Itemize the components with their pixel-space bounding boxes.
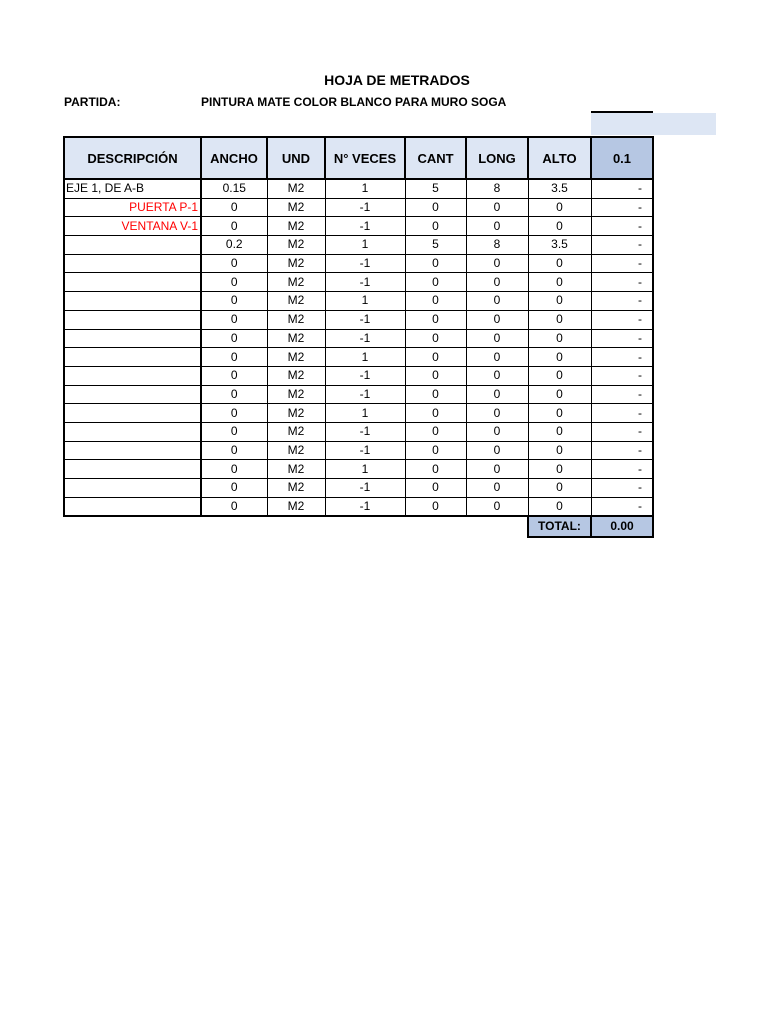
cell-result[interactable]: - — [591, 217, 653, 236]
cell-cant[interactable]: 0 — [405, 366, 466, 385]
factor-cell-border-gap — [653, 111, 716, 113]
cell-veces[interactable]: 1 — [325, 236, 405, 255]
cell-result[interactable]: - — [591, 348, 653, 367]
cell-descripcion[interactable] — [64, 236, 201, 255]
total-label[interactable]: TOTAL: — [528, 516, 591, 537]
cell-und[interactable]: M2 — [267, 254, 325, 273]
cell-long[interactable]: 0 — [466, 385, 528, 404]
table-row — [64, 348, 653, 367]
cell-long[interactable]: 0 — [466, 273, 528, 292]
cell-und[interactable]: M2 — [267, 198, 325, 217]
table-row — [64, 404, 653, 423]
cell-descripcion[interactable] — [64, 404, 201, 423]
cell-und[interactable]: M2 — [267, 310, 325, 329]
metrados-table — [63, 136, 654, 538]
cell-ancho[interactable]: 0 — [201, 198, 267, 217]
cell-und[interactable]: M2 — [267, 273, 325, 292]
cell-result[interactable]: - — [591, 404, 653, 423]
table-row — [64, 217, 653, 236]
cell-und[interactable]: M2 — [267, 217, 325, 236]
cell-veces[interactable]: 1 — [325, 460, 405, 479]
total-spacer — [64, 516, 528, 537]
table-row — [64, 460, 653, 479]
cell-long[interactable]: 0 — [466, 329, 528, 348]
cell-long[interactable]: 0 — [466, 254, 528, 273]
cell-alto[interactable]: 0 — [528, 273, 591, 292]
cell-ancho[interactable]: 0 — [201, 273, 267, 292]
cell-alto[interactable]: 0 — [528, 348, 591, 367]
cell-veces[interactable]: -1 — [325, 329, 405, 348]
cell-ancho[interactable]: 0 — [201, 404, 267, 423]
cell-result[interactable]: - — [591, 179, 653, 198]
table-row — [64, 479, 653, 498]
cell-cant[interactable]: 0 — [405, 254, 466, 273]
cell-ancho[interactable]: 0 — [201, 385, 267, 404]
cell-cant[interactable]: 0 — [405, 310, 466, 329]
cell-long[interactable]: 0 — [466, 460, 528, 479]
cell-long[interactable]: 0 — [466, 217, 528, 236]
cell-und[interactable]: M2 — [267, 366, 325, 385]
partida-value: PINTURA MATE COLOR BLANCO PARA MURO SOGA — [201, 95, 507, 109]
cell-long[interactable]: 0 — [466, 292, 528, 311]
header-factor[interactable]: 0.1 — [591, 137, 653, 179]
cell-descripcion[interactable] — [64, 254, 201, 273]
table-row — [64, 422, 653, 441]
cell-und[interactable]: M2 — [267, 179, 325, 198]
cell-veces[interactable]: 1 — [325, 292, 405, 311]
cell-alto[interactable]: 3.5 — [528, 179, 591, 198]
cell-descripcion[interactable]: VENTANA V-1 — [64, 217, 201, 236]
cell-alto[interactable]: 0 — [528, 292, 591, 311]
cell-descripcion[interactable] — [64, 348, 201, 367]
cell-long[interactable]: 0 — [466, 422, 528, 441]
cell-result[interactable]: - — [591, 422, 653, 441]
cell-und[interactable]: M2 — [267, 497, 325, 516]
cell-result[interactable]: - — [591, 292, 653, 311]
cell-veces[interactable]: -1 — [325, 217, 405, 236]
header-row — [64, 137, 653, 179]
cell-descripcion[interactable]: PUERTA P-1 — [64, 198, 201, 217]
cell-long[interactable]: 0 — [466, 366, 528, 385]
table-row — [64, 366, 653, 385]
table-row — [64, 273, 653, 292]
cell-veces[interactable]: -1 — [325, 273, 405, 292]
cell-ancho[interactable]: 0 — [201, 366, 267, 385]
total-value[interactable]: 0.00 — [591, 516, 653, 537]
sheet-title: HOJA DE METRADOS — [324, 72, 470, 88]
cell-result[interactable]: - — [591, 254, 653, 273]
cell-und[interactable]: M2 — [267, 404, 325, 423]
header-veces[interactable]: N° VECES — [325, 137, 405, 179]
cell-cant[interactable]: 0 — [405, 217, 466, 236]
factor-input-cell[interactable] — [591, 111, 716, 135]
table-row — [64, 292, 653, 311]
cell-alto[interactable]: 0 — [528, 217, 591, 236]
header-ancho[interactable]: ANCHO — [201, 137, 267, 179]
cell-long[interactable]: 0 — [466, 310, 528, 329]
cell-ancho[interactable]: 0 — [201, 441, 267, 460]
cell-veces[interactable]: -1 — [325, 198, 405, 217]
cell-ancho[interactable]: 0.2 — [201, 236, 267, 255]
cell-cant[interactable]: 0 — [405, 273, 466, 292]
cell-ancho[interactable]: 0.15 — [201, 179, 267, 198]
cell-cant[interactable]: 5 — [405, 179, 466, 198]
cell-descripcion[interactable] — [64, 422, 201, 441]
cell-veces[interactable]: -1 — [325, 422, 405, 441]
table-row — [64, 441, 653, 460]
cell-ancho[interactable]: 0 — [201, 497, 267, 516]
cell-ancho[interactable]: 0 — [201, 329, 267, 348]
cell-cant[interactable]: 0 — [405, 348, 466, 367]
cell-result[interactable]: - — [591, 366, 653, 385]
cell-alto[interactable]: 0 — [528, 441, 591, 460]
cell-und[interactable]: M2 — [267, 422, 325, 441]
cell-descripcion[interactable]: EJE 1, DE A-B — [64, 179, 201, 198]
cell-veces[interactable]: -1 — [325, 385, 405, 404]
cell-veces[interactable]: 1 — [325, 404, 405, 423]
table-row — [64, 254, 653, 273]
cell-ancho[interactable]: 0 — [201, 292, 267, 311]
cell-cant[interactable]: 0 — [405, 385, 466, 404]
cell-result[interactable]: - — [591, 497, 653, 516]
cell-ancho[interactable]: 0 — [201, 479, 267, 498]
cell-long[interactable]: 0 — [466, 348, 528, 367]
table-body — [64, 179, 653, 516]
cell-descripcion[interactable] — [64, 310, 201, 329]
cell-result[interactable]: - — [591, 236, 653, 255]
cell-long[interactable]: 0 — [466, 441, 528, 460]
cell-cant[interactable]: 0 — [405, 198, 466, 217]
cell-descripcion[interactable] — [64, 497, 201, 516]
header-und[interactable]: UND — [267, 137, 325, 179]
cell-cant[interactable]: 0 — [405, 441, 466, 460]
cell-cant[interactable]: 0 — [405, 497, 466, 516]
table-row — [64, 497, 653, 516]
cell-veces[interactable]: -1 — [325, 497, 405, 516]
cell-cant[interactable]: 0 — [405, 329, 466, 348]
header-long[interactable]: LONG — [466, 137, 528, 179]
cell-und[interactable]: M2 — [267, 292, 325, 311]
cell-ancho[interactable]: 0 — [201, 348, 267, 367]
cell-descripcion[interactable] — [64, 441, 201, 460]
cell-und[interactable]: M2 — [267, 460, 325, 479]
table-row — [64, 329, 653, 348]
partida-label: PARTIDA: — [64, 95, 121, 109]
cell-descripcion[interactable] — [64, 292, 201, 311]
cell-result[interactable]: - — [591, 385, 653, 404]
cell-descripcion[interactable] — [64, 329, 201, 348]
table-row — [64, 310, 653, 329]
total-row — [64, 516, 653, 537]
cell-result[interactable]: - — [591, 441, 653, 460]
cell-veces[interactable]: -1 — [325, 310, 405, 329]
cell-cant[interactable]: 0 — [405, 404, 466, 423]
cell-alto[interactable]: 0 — [528, 385, 591, 404]
cell-descripcion[interactable] — [64, 385, 201, 404]
cell-alto[interactable]: 0 — [528, 422, 591, 441]
cell-cant[interactable]: 0 — [405, 460, 466, 479]
cell-cant[interactable]: 0 — [405, 422, 466, 441]
table-row — [64, 385, 653, 404]
header-cant[interactable]: CANT — [405, 137, 466, 179]
cell-ancho[interactable]: 0 — [201, 422, 267, 441]
cell-alto[interactable]: 0 — [528, 460, 591, 479]
cell-result[interactable]: - — [591, 460, 653, 479]
cell-alto[interactable]: 0 — [528, 254, 591, 273]
cell-veces[interactable]: 1 — [325, 179, 405, 198]
cell-alto[interactable]: 0 — [528, 198, 591, 217]
table-row — [64, 179, 653, 198]
cell-veces[interactable]: -1 — [325, 479, 405, 498]
cell-und[interactable]: M2 — [267, 236, 325, 255]
header-descripcion[interactable]: DESCRIPCIÓN — [64, 137, 201, 179]
cell-ancho[interactable]: 0 — [201, 217, 267, 236]
cell-result[interactable]: - — [591, 310, 653, 329]
cell-alto[interactable]: 0 — [528, 404, 591, 423]
cell-result[interactable]: - — [591, 329, 653, 348]
cell-und[interactable]: M2 — [267, 441, 325, 460]
cell-und[interactable]: M2 — [267, 479, 325, 498]
cell-result[interactable]: - — [591, 479, 653, 498]
cell-descripcion[interactable] — [64, 273, 201, 292]
cell-veces[interactable]: -1 — [325, 366, 405, 385]
cell-alto[interactable]: 0 — [528, 497, 591, 516]
cell-und[interactable]: M2 — [267, 385, 325, 404]
cell-ancho[interactable]: 0 — [201, 460, 267, 479]
header-alto[interactable]: ALTO — [528, 137, 591, 179]
cell-cant[interactable]: 0 — [405, 479, 466, 498]
cell-long[interactable]: 8 — [466, 236, 528, 255]
cell-ancho[interactable]: 0 — [201, 310, 267, 329]
cell-und[interactable]: M2 — [267, 329, 325, 348]
cell-alto[interactable]: 0 — [528, 329, 591, 348]
cell-result[interactable]: - — [591, 273, 653, 292]
cell-descripcion[interactable] — [64, 460, 201, 479]
cell-veces[interactable]: -1 — [325, 254, 405, 273]
cell-veces[interactable]: -1 — [325, 441, 405, 460]
cell-ancho[interactable]: 0 — [201, 254, 267, 273]
cell-alto[interactable]: 0 — [528, 310, 591, 329]
cell-long[interactable]: 8 — [466, 179, 528, 198]
cell-long[interactable]: 0 — [466, 497, 528, 516]
cell-descripcion[interactable] — [64, 366, 201, 385]
cell-cant[interactable]: 5 — [405, 236, 466, 255]
table-row — [64, 198, 653, 217]
cell-alto[interactable]: 0 — [528, 366, 591, 385]
cell-long[interactable]: 0 — [466, 479, 528, 498]
cell-und[interactable]: M2 — [267, 348, 325, 367]
cell-cant[interactable]: 0 — [405, 292, 466, 311]
cell-long[interactable]: 0 — [466, 404, 528, 423]
cell-veces[interactable]: 1 — [325, 348, 405, 367]
cell-alto[interactable]: 3.5 — [528, 236, 591, 255]
cell-alto[interactable]: 0 — [528, 479, 591, 498]
cell-descripcion[interactable] — [64, 479, 201, 498]
cell-result[interactable]: - — [591, 198, 653, 217]
table-row — [64, 236, 653, 255]
cell-long[interactable]: 0 — [466, 198, 528, 217]
